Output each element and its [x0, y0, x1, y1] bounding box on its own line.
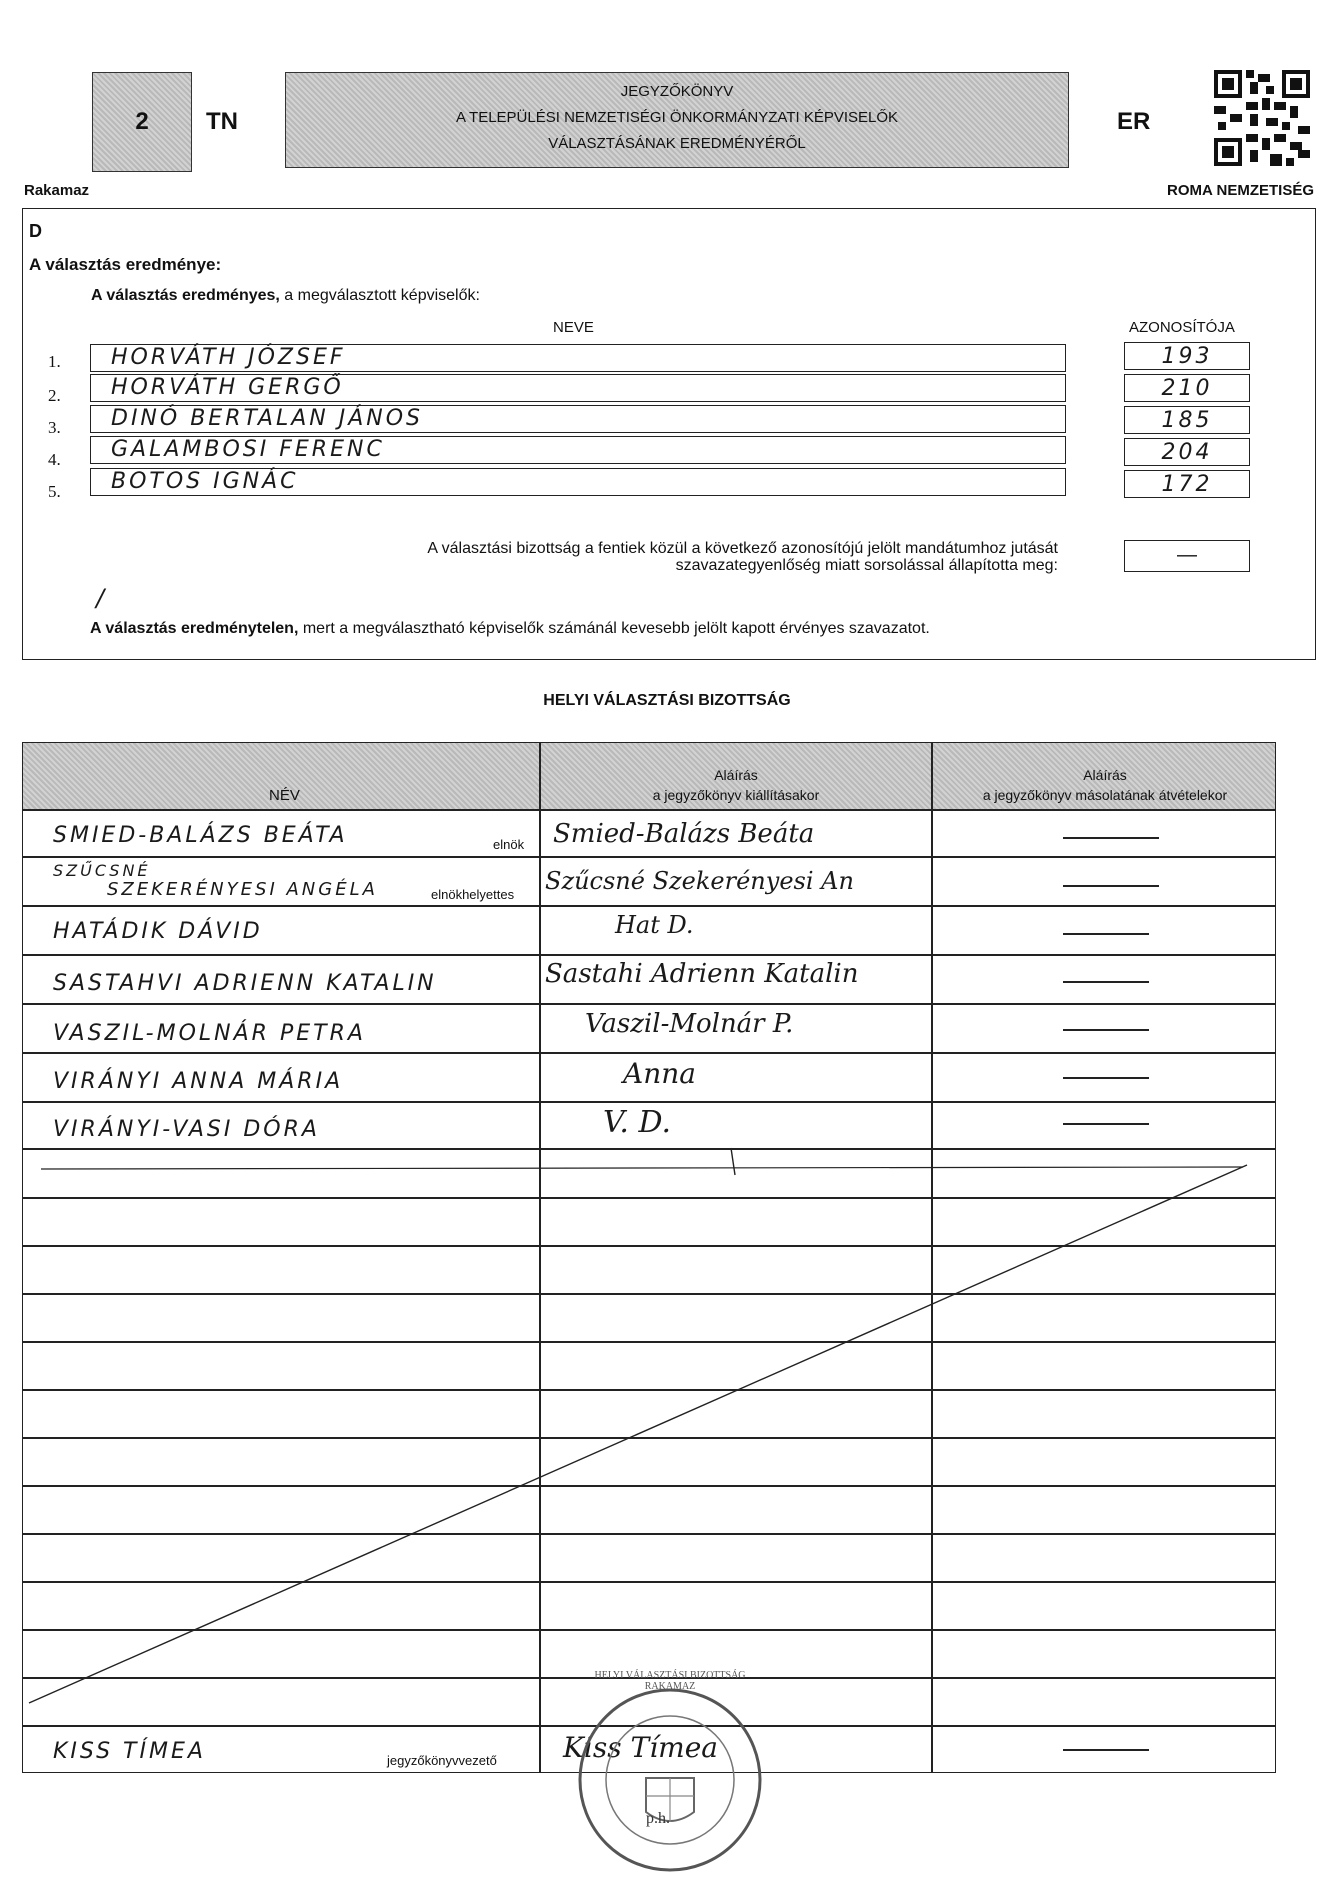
stamp-label: p.h. [646, 1810, 670, 1827]
member-name: SASTAHVI ADRIENN KATALIN [53, 971, 437, 996]
number-box [92, 72, 192, 172]
member-signature: Szűcsné Szekerényesi An [545, 867, 854, 895]
lottery-line-2: szavazategyenlőség miatt sorsolással állapította meg: [675, 557, 1058, 574]
representative-id: 204 [1161, 440, 1213, 465]
representative-id: 193 [1161, 344, 1213, 369]
member-name: VASZIL-MOLNÁR PETRA [53, 1021, 366, 1046]
row-number: 2. [48, 386, 61, 405]
header-sig2-line2: a jegyzőkönyv másolatának átvételekor [982, 787, 1228, 803]
lottery-line-1: A választási bizottság a fentiek közül a következő azonosítójú jelölt mandátumhoz jutását [427, 540, 1058, 557]
official-stamp [570, 1680, 770, 1880]
col-name-label: NEVE [553, 319, 594, 336]
success-bold: A választás eredményes, [91, 287, 280, 304]
committee-table [22, 742, 1276, 1773]
header-sig2-line1: Aláírás [1083, 767, 1127, 783]
representative-name: BOTOS IGNÁC [111, 469, 299, 494]
member-name: HATÁDIK DÁVID [53, 919, 263, 944]
recorder-role: jegyzőkönyvvezető [387, 1753, 497, 1768]
form-code-right: ER [1117, 108, 1151, 135]
member-name: VIRÁNYI-VASI DÓRA [53, 1117, 320, 1142]
col-id-label: AZONOSÍTÓJA [1129, 319, 1235, 336]
name-cell [90, 436, 1066, 464]
recorder-signature: Kiss Tímea [563, 1731, 718, 1764]
name-cell [90, 405, 1066, 433]
location-name: Rakamaz [24, 182, 90, 199]
title-line-2: A TELEPÜLÉSI NEMZETISÉGI ÖNKORMÁNYZATI KÉPVISELŐK [455, 109, 899, 126]
title-line-3: VÁLASZTÁSÁNAK EREDMÉNYÉRŐL [548, 135, 806, 152]
row-number: 5. [48, 482, 61, 501]
member-name: SMIED-BALÁZS BEÁTA [53, 823, 348, 848]
member-signature: Vaszil-Molnár P. [585, 1009, 794, 1039]
name-cell [90, 344, 1066, 372]
lottery-id-box [1124, 540, 1250, 572]
recorder-name: KISS TÍMEA [53, 1739, 206, 1764]
id-cell [1124, 438, 1250, 466]
fail-bold: A választás eredménytelen, [90, 620, 299, 637]
qr-code-icon [1214, 70, 1310, 166]
header-sig1-line2: a jegyzőkönyv kiállításakor [652, 787, 820, 803]
representative-id: 210 [1161, 376, 1213, 401]
member-signature: Smied-Balázs Beáta [553, 819, 815, 849]
member-role: elnökhelyettes [431, 887, 515, 902]
representative-id: 185 [1161, 408, 1213, 433]
form-code-left: TN [206, 108, 238, 135]
fail-rest: mert a megválasztható képviselők számánál kevesebb jelölt kapott érvényes szavazatot. [298, 620, 930, 637]
id-cell [1124, 406, 1250, 434]
member-signature: Sastahi Adrienn Katalin [545, 959, 859, 989]
row-number: 1. [48, 352, 61, 371]
member-name-prefix: SZŰCSNÉ [53, 861, 151, 880]
section-letter: D [29, 221, 42, 241]
title-box [285, 72, 1069, 168]
title-line-1: JEGYZŐKÖNYV [620, 83, 734, 100]
success-statement [91, 287, 480, 305]
row-number: 3. [48, 418, 61, 437]
id-cell [1124, 374, 1250, 402]
member-signature: Hat D. [615, 911, 694, 939]
committee-title: HELYI VÁLASZTÁSI BIZOTTSÁG [543, 692, 791, 709]
member-signature: Anna [623, 1057, 696, 1090]
success-rest: a megválasztott képviselők: [279, 287, 480, 304]
header-name: NÉV [269, 787, 300, 804]
representative-name: DINÓ BERTALAN JÁNOS [111, 406, 423, 431]
fail-statement [90, 620, 930, 638]
row-number: 4. [48, 450, 61, 469]
representative-name: GALAMBOSI FERENC [111, 437, 385, 462]
representative-name: HORVÁTH GERGŐ [111, 375, 344, 400]
lottery-id-value: — [1177, 544, 1197, 566]
member-name: SZEKERÉNYESI ANGÉLA [107, 879, 378, 900]
representative-id: 172 [1161, 472, 1213, 497]
lottery-text [290, 540, 1058, 574]
result-heading: A választás eredménye: [29, 255, 222, 274]
name-cell [90, 468, 1066, 496]
member-name: VIRÁNYI ANNA MÁRIA [53, 1069, 344, 1094]
slash-mark: / [96, 584, 108, 612]
id-cell [1124, 470, 1250, 498]
cross-out-lines [23, 743, 1277, 1774]
header-sig1-line1: Aláírás [714, 767, 758, 783]
member-signature: V. D. [603, 1105, 672, 1140]
name-cell [90, 374, 1066, 402]
result-section [22, 208, 1316, 660]
stamp-legend: HELYI VÁLASZTÁSI BIZOTTSÁG RAKAMAZ [594, 1670, 746, 1692]
member-role: elnök [493, 837, 525, 852]
form-number: 2 [135, 108, 149, 135]
nationality-name: ROMA NEMZETISÉG [1167, 182, 1314, 199]
representative-name: HORVÁTH JÓZSEF [111, 345, 346, 370]
id-cell [1124, 342, 1250, 370]
